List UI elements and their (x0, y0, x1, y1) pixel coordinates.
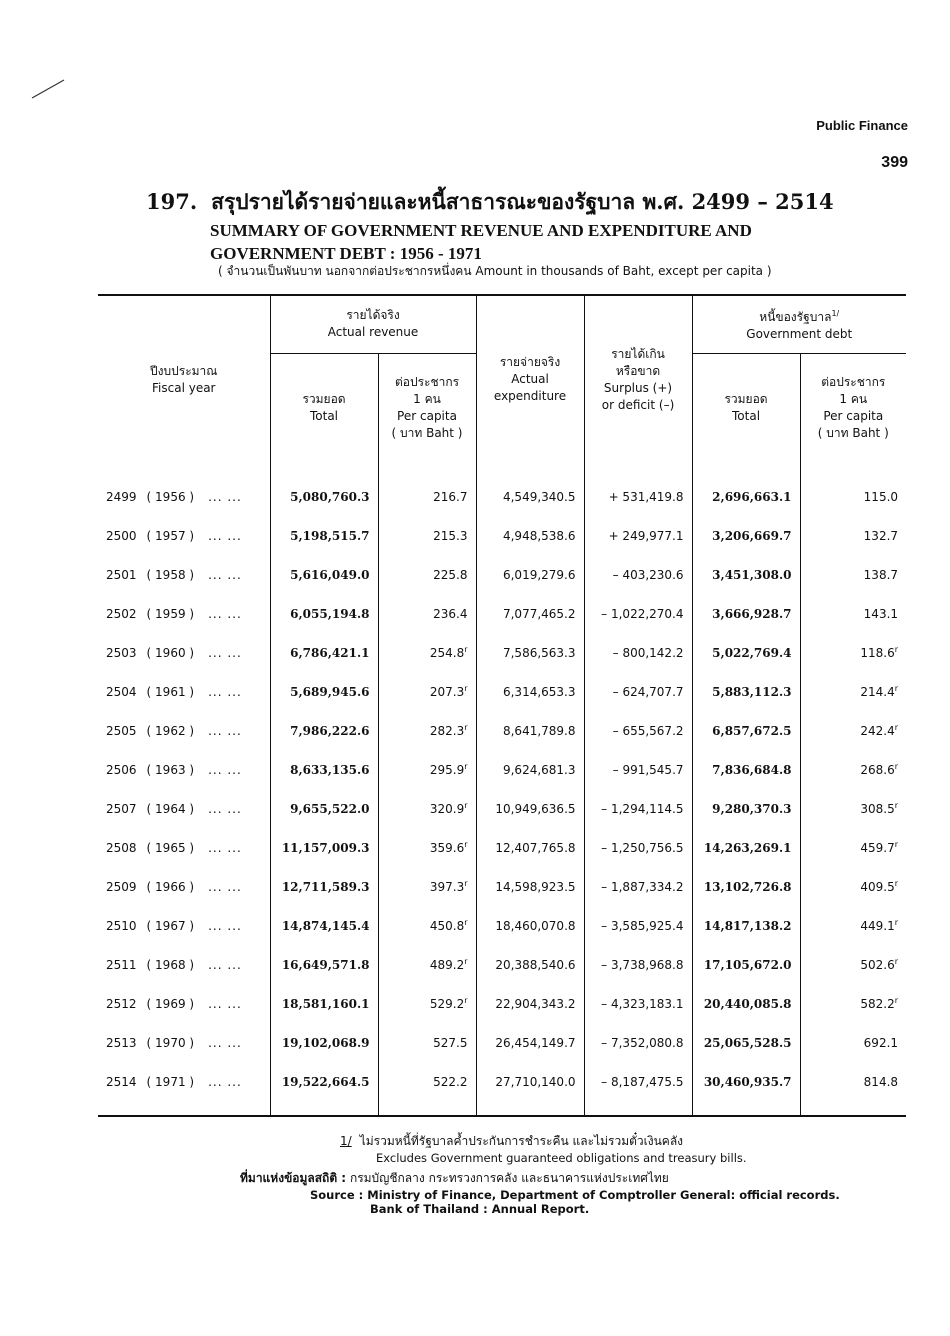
expenditure-cell: 6,314,653.3 (476, 672, 584, 711)
revenue-per-capita-cell: 215.3 (378, 516, 476, 555)
revenue-per-capita-cell: 254.8$^r$ (378, 633, 476, 672)
revenue-total-cell: 16,649,571.8 (270, 945, 378, 984)
expenditure-cell: 14,598,923.5 (476, 867, 584, 906)
debt-total-cell: 14,817,138.2 (692, 906, 800, 945)
surplus-cell: – 3,585,925.4 (584, 906, 692, 945)
expenditure-cell: 20,388,540.6 (476, 945, 584, 984)
expenditure-cell: 26,454,149.7 (476, 1023, 584, 1062)
table-row (98, 633, 906, 672)
fiscal-year-header: ปีงบประมาณ Fiscal year (150, 363, 218, 395)
revenue-per-capita-cell: 225.8 (378, 555, 476, 594)
revenue-total-cell: 18,581,160.1 (270, 984, 378, 1023)
debt-total-cell: 14,263,269.1 (692, 828, 800, 867)
expenditure-cell: 6,019,279.6 (476, 555, 584, 594)
debt-total-cell: 3,206,669.7 (692, 516, 800, 555)
debt-total-cell: 2,696,663.1 (692, 477, 800, 516)
table-body (98, 463, 906, 1116)
table-row (98, 945, 906, 984)
revised-mark: r (464, 840, 468, 849)
debt-per-capita-cell: 132.7 (800, 516, 906, 555)
source-thai: ที่มาแห่งข้อมูลสถิติ : กรมบัญชีกลาง กระทรวงการคลัง และธนาคารแห่งประเทศไทย (240, 1171, 669, 1185)
table-row (98, 516, 906, 555)
expenditure-cell: 27,710,140.0 (476, 1062, 584, 1101)
debt-footnote-mark: 1/ (831, 309, 840, 319)
surplus-cell: – 1,250,756.5 (584, 828, 692, 867)
debt-per-capita-cell: 459.7$^r$ (800, 828, 906, 867)
footnote-english: Excludes Government guaranteed obligations and treasury bills. (376, 1151, 747, 1165)
debt-total-cell: 5,022,769.4 (692, 633, 800, 672)
debt-per-capita-cell: 409.5$^r$ (800, 867, 906, 906)
table-row (98, 867, 906, 906)
surplus-cell: – 655,567.2 (584, 711, 692, 750)
revenue-per-capita-cell: 450.8$^r$ (378, 906, 476, 945)
revenue-header: รายได้จริง Actual revenue (270, 295, 476, 353)
year-cell: 2505 ( 1962 ) ... ... (106, 723, 242, 738)
revised-mark: r (894, 918, 899, 927)
surplus-cell: – 3,738,968.8 (584, 945, 692, 984)
debt-header: หนี้ของรัฐบาล$^{1/}$ Government debt (692, 295, 906, 353)
revenue-per-capita-header: ต่อประชากร 1 คน Per capita ( บาท Baht ) (378, 353, 476, 463)
title-english-line2: GOVERNMENT DEBT : 1956 - 1971 (210, 244, 482, 263)
debt-per-capita-cell: 214.4$^r$ (800, 672, 906, 711)
debt-total-cell: 7,836,684.8 (692, 750, 800, 789)
year-cell: 2510 ( 1967 ) ... ... (106, 918, 242, 933)
surplus-cell: – 403,230.6 (584, 555, 692, 594)
expenditure-cell: 4,948,538.6 (476, 516, 584, 555)
revenue-per-capita-cell: 529.2$^r$ (378, 984, 476, 1023)
table-row (98, 711, 906, 750)
expenditure-cell: 18,460,070.8 (476, 906, 584, 945)
revenue-total-cell: 11,157,009.3 (270, 828, 378, 867)
expenditure-cell: 10,949,636.5 (476, 789, 584, 828)
revised-mark: r (464, 957, 468, 966)
surplus-cell: – 800,142.2 (584, 633, 692, 672)
revised-mark: r (894, 957, 899, 966)
debt-per-capita-cell: 115.0 (800, 477, 906, 516)
revenue-per-capita-cell: 216.7 (378, 477, 476, 516)
revenue-total-cell: 9,655,522.0 (270, 789, 378, 828)
revised-mark: r (464, 684, 468, 693)
debt-total-cell: 20,440,085.8 (692, 984, 800, 1023)
expenditure-cell: 4,549,340.5 (476, 477, 584, 516)
year-cell: 2511 ( 1968 ) ... ... (106, 957, 242, 972)
year-cell: 2512 ( 1969 ) ... ... (106, 996, 242, 1011)
revised-mark: r (894, 645, 899, 654)
debt-per-capita-cell: 449.1$^r$ (800, 906, 906, 945)
table-row (98, 477, 906, 516)
title-english-line1: SUMMARY OF GOVERNMENT REVENUE AND EXPENDITURE AND (210, 221, 752, 240)
revenue-total-header: รวมยอด Total (270, 353, 378, 463)
debt-per-capita-cell: 502.6$^r$ (800, 945, 906, 984)
revised-mark: r (464, 996, 468, 1005)
pen-mark (30, 78, 66, 100)
year-cell: 2504 ( 1961 ) ... ... (106, 684, 242, 699)
debt-per-capita-cell: 308.5$^r$ (800, 789, 906, 828)
surplus-cell: – 624,707.7 (584, 672, 692, 711)
expenditure-cell: 7,586,563.3 (476, 633, 584, 672)
surplus-cell: + 249,977.1 (584, 516, 692, 555)
expenditure-header: รายจ่ายจริง Actual expenditure (476, 295, 584, 463)
revenue-per-capita-cell: 320.9$^r$ (378, 789, 476, 828)
debt-total-cell: 3,666,928.7 (692, 594, 800, 633)
debt-total-cell: 30,460,935.7 (692, 1062, 800, 1101)
summary-table (98, 294, 906, 1117)
year-cell: 2509 ( 1966 ) ... ... (106, 879, 242, 894)
expenditure-cell: 12,407,765.8 (476, 828, 584, 867)
year-cell: 2502 ( 1959 ) ... ... (106, 606, 242, 621)
revenue-total-cell: 5,689,945.6 (270, 672, 378, 711)
year-cell: 2503 ( 1960 ) ... ... (106, 645, 242, 660)
revised-mark: r (894, 840, 899, 849)
debt-per-capita-cell: 268.6$^r$ (800, 750, 906, 789)
expenditure-cell: 7,077,465.2 (476, 594, 584, 633)
surplus-header: รายได้เกิน หรือขาด Surplus (+) or deficit (–) (584, 295, 692, 463)
debt-per-capita-header: ต่อประชากร 1 คน Per capita ( บาท Baht ) (800, 353, 906, 463)
table-row (98, 594, 906, 633)
year-cell: 2507 ( 1964 ) ... ... (106, 801, 242, 816)
debt-total-cell: 6,857,672.5 (692, 711, 800, 750)
expenditure-cell: 8,641,789.8 (476, 711, 584, 750)
revenue-per-capita-cell: 236.4 (378, 594, 476, 633)
debt-per-capita-cell: 814.8 (800, 1062, 906, 1101)
revenue-per-capita-cell: 489.2$^r$ (378, 945, 476, 984)
revised-mark: r (894, 723, 899, 732)
revenue-per-capita-cell: 282.3$^r$ (378, 711, 476, 750)
revenue-total-cell: 7,986,222.6 (270, 711, 378, 750)
section-header: Public Finance (816, 118, 908, 133)
revised-mark: r (464, 645, 468, 654)
revenue-total-cell: 12,711,589.3 (270, 867, 378, 906)
revised-mark: r (464, 762, 468, 771)
expenditure-cell: 9,624,681.3 (476, 750, 584, 789)
surplus-cell: – 1,022,270.4 (584, 594, 692, 633)
revenue-total-cell: 19,102,068.9 (270, 1023, 378, 1062)
source-english-2: Bank of Thailand : Annual Report. (370, 1202, 590, 1216)
revised-mark: r (894, 684, 899, 693)
revenue-total-cell: 5,616,049.0 (270, 555, 378, 594)
revenue-per-capita-cell: 207.3$^r$ (378, 672, 476, 711)
table-row (98, 555, 906, 594)
revenue-per-capita-cell: 295.9$^r$ (378, 750, 476, 789)
revenue-per-capita-cell: 522.2 (378, 1062, 476, 1101)
revised-mark: r (464, 918, 468, 927)
revised-mark: r (894, 996, 899, 1005)
surplus-cell: – 8,187,475.5 (584, 1062, 692, 1101)
title-thai: สรุปรายได้รายจ่ายและหนี้สาธารณะของรัฐบาล พ.ศ. 2499 – 2514 (211, 189, 834, 214)
revised-mark: r (464, 879, 468, 888)
debt-per-capita-cell: 143.1 (800, 594, 906, 633)
notes (240, 1132, 840, 1216)
debt-total-cell: 17,105,672.0 (692, 945, 800, 984)
footnote-mark: 1/ (340, 1134, 352, 1148)
table-row (98, 984, 906, 1023)
debt-per-capita-cell: 242.4$^r$ (800, 711, 906, 750)
table-row (98, 1023, 906, 1062)
revenue-per-capita-cell: 397.3$^r$ (378, 867, 476, 906)
table-row (98, 1062, 906, 1101)
surplus-cell: + 531,419.8 (584, 477, 692, 516)
revenue-total-cell: 5,080,760.3 (270, 477, 378, 516)
revenue-total-cell: 6,055,194.8 (270, 594, 378, 633)
source-english: Source : Ministry of Finance, Department of Comptroller General: official records. (310, 1188, 840, 1202)
table-row (98, 828, 906, 867)
debt-per-capita-cell: 138.7 (800, 555, 906, 594)
table-number: 197. (146, 189, 198, 214)
surplus-cell: – 4,323,183.1 (584, 984, 692, 1023)
debt-total-cell: 5,883,112.3 (692, 672, 800, 711)
revenue-per-capita-cell: 527.5 (378, 1023, 476, 1062)
units-note: ( จำนวนเป็นพันบาท นอกจากต่อประชากรหนึ่งคน Amount in thousands of Baht, except per capita ) (218, 264, 772, 278)
spacer-row (98, 1101, 906, 1116)
revised-mark: r (894, 879, 899, 888)
table-row (98, 789, 906, 828)
debt-per-capita-cell: 692.1 (800, 1023, 906, 1062)
title-thai-line (146, 186, 834, 219)
year-cell: 2514 ( 1971 ) ... ... (106, 1074, 242, 1089)
page-number: 399 (881, 154, 908, 171)
debt-total-cell: 25,065,528.5 (692, 1023, 800, 1062)
revised-mark: r (894, 801, 899, 810)
surplus-cell: – 1,294,114.5 (584, 789, 692, 828)
surplus-cell: – 7,352,080.8 (584, 1023, 692, 1062)
table-row (98, 750, 906, 789)
year-cell: 2500 ( 1957 ) ... ... (106, 528, 242, 543)
year-cell: 2506 ( 1963 ) ... ... (106, 762, 242, 777)
debt-total-cell: 9,280,370.3 (692, 789, 800, 828)
table-title (146, 186, 834, 265)
debt-per-capita-cell: 582.2$^r$ (800, 984, 906, 1023)
revenue-total-cell: 6,786,421.1 (270, 633, 378, 672)
revenue-total-cell: 19,522,664.5 (270, 1062, 378, 1101)
table-row (98, 672, 906, 711)
debt-total-header: รวมยอด Total (692, 353, 800, 463)
debt-per-capita-cell: 118.6$^r$ (800, 633, 906, 672)
year-cell: 2513 ( 1970 ) ... ... (106, 1035, 242, 1050)
revenue-total-cell: 5,198,515.7 (270, 516, 378, 555)
revised-mark: r (894, 762, 899, 771)
year-cell: 2501 ( 1958 ) ... ... (106, 567, 242, 582)
revenue-total-cell: 14,874,145.4 (270, 906, 378, 945)
revised-mark: r (464, 723, 468, 732)
surplus-cell: – 1,887,334.2 (584, 867, 692, 906)
year-cell: 2508 ( 1965 ) ... ... (106, 840, 242, 855)
revenue-total-cell: 8,633,135.6 (270, 750, 378, 789)
surplus-cell: – 991,545.7 (584, 750, 692, 789)
debt-total-cell: 13,102,726.8 (692, 867, 800, 906)
spacer-row (98, 463, 906, 477)
revised-mark: r (464, 801, 468, 810)
expenditure-cell: 22,904,343.2 (476, 984, 584, 1023)
table-row (98, 906, 906, 945)
year-cell: 2499 ( 1956 ) ... ... (106, 489, 242, 504)
footnote-thai: 1/ ไม่รวมหนี้ที่รัฐบาลค้ำประกันการชำระคืน และไม่รวมตั๋วเงินคลัง (340, 1134, 684, 1148)
debt-total-cell: 3,451,308.0 (692, 555, 800, 594)
revenue-per-capita-cell: 359.6$^r$ (378, 828, 476, 867)
